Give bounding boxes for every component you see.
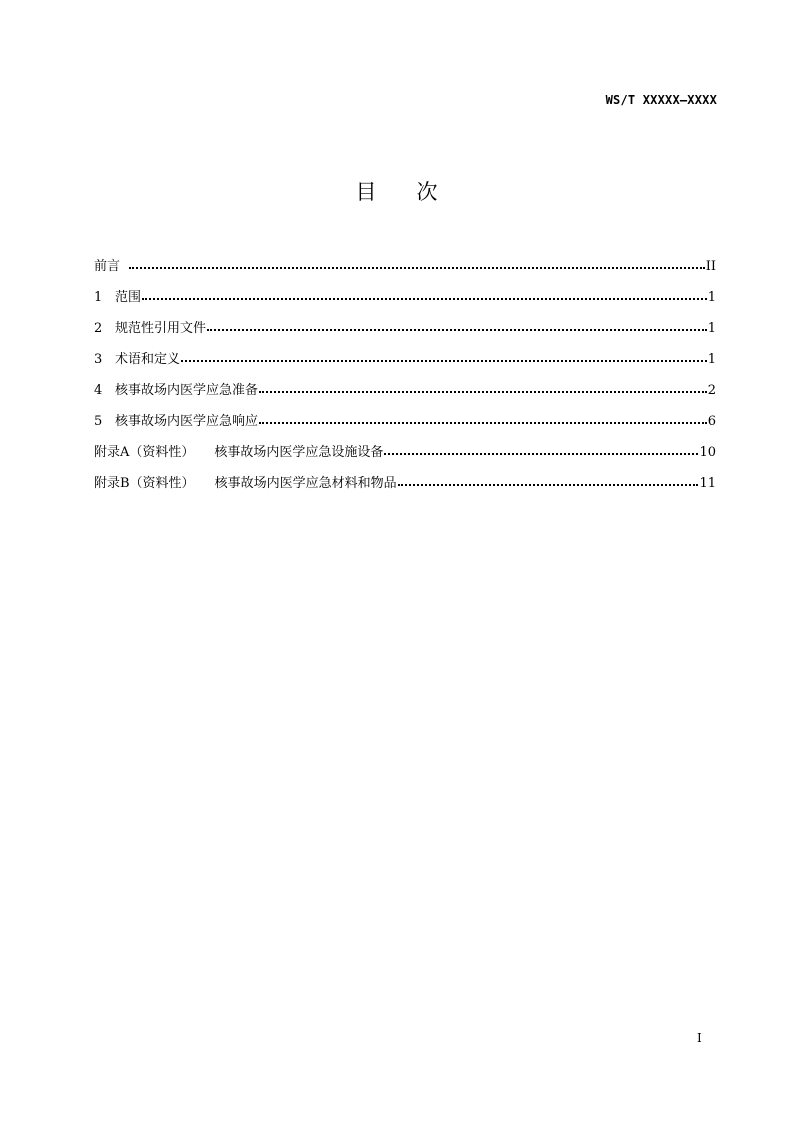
toc-leader-dots xyxy=(142,298,707,300)
toc-entry-page: 6 xyxy=(707,414,716,429)
toc-entry-title: 核事故场内医学应急设施设备 xyxy=(214,445,384,460)
toc-leader-dots xyxy=(207,329,707,331)
toc-entry-number: 3 xyxy=(94,352,103,367)
toc-leader-dots xyxy=(259,422,707,424)
toc-entry-emergency-preparedness[interactable] xyxy=(94,379,716,410)
table-of-contents xyxy=(94,255,716,503)
toc-entry-number: 4 xyxy=(94,383,103,398)
toc-entry-page: 2 xyxy=(707,383,716,398)
toc-entry-foreword[interactable] xyxy=(94,255,716,286)
toc-leader-dots xyxy=(129,267,705,269)
toc-entry-page: 1 xyxy=(707,321,716,336)
toc-entry-title: 前言 xyxy=(94,259,121,274)
toc-entry-page: 1 xyxy=(707,352,716,367)
toc-entry-page: 1 xyxy=(707,290,716,305)
toc-entry-terms-definitions[interactable] xyxy=(94,348,716,379)
toc-entry-number: 2 xyxy=(94,321,103,336)
toc-entry-title: 范围 xyxy=(115,290,142,305)
page-number: I xyxy=(697,1031,702,1045)
toc-entry-page: 10 xyxy=(699,445,716,460)
toc-entry-appendix-label: 附录B（资料性） xyxy=(94,476,195,491)
toc-entry-emergency-response[interactable] xyxy=(94,410,716,441)
toc-entry-title: 术语和定义 xyxy=(115,352,181,367)
standard-number: WS/T XXXXX—XXXX xyxy=(605,93,717,107)
page-title-char-2: 次 xyxy=(416,180,438,204)
page-title xyxy=(0,176,793,206)
toc-entry-page: II xyxy=(705,259,716,274)
page-title-char-1: 目 xyxy=(355,180,377,204)
toc-entry-title: 核事故场内医学应急材料和物品 xyxy=(214,476,397,491)
toc-entry-number: 1 xyxy=(94,290,103,305)
toc-entry-title: 规范性引用文件 xyxy=(115,321,207,336)
toc-entry-title: 核事故场内医学应急准备 xyxy=(115,383,259,398)
toc-entry-number: 5 xyxy=(94,414,103,429)
toc-entry-appendix-label: 附录A（资料性） xyxy=(94,445,195,460)
toc-entry-appendix-b[interactable] xyxy=(94,472,716,503)
toc-leader-dots xyxy=(384,453,698,455)
toc-entry-page: 11 xyxy=(699,476,716,491)
toc-entry-normative-references[interactable] xyxy=(94,317,716,348)
toc-leader-dots xyxy=(181,360,707,362)
toc-entry-appendix-a[interactable] xyxy=(94,441,716,472)
toc-entry-scope[interactable] xyxy=(94,286,716,317)
toc-leader-dots xyxy=(398,484,699,486)
toc-entry-title: 核事故场内医学应急响应 xyxy=(115,414,259,429)
toc-leader-dots xyxy=(259,391,707,393)
